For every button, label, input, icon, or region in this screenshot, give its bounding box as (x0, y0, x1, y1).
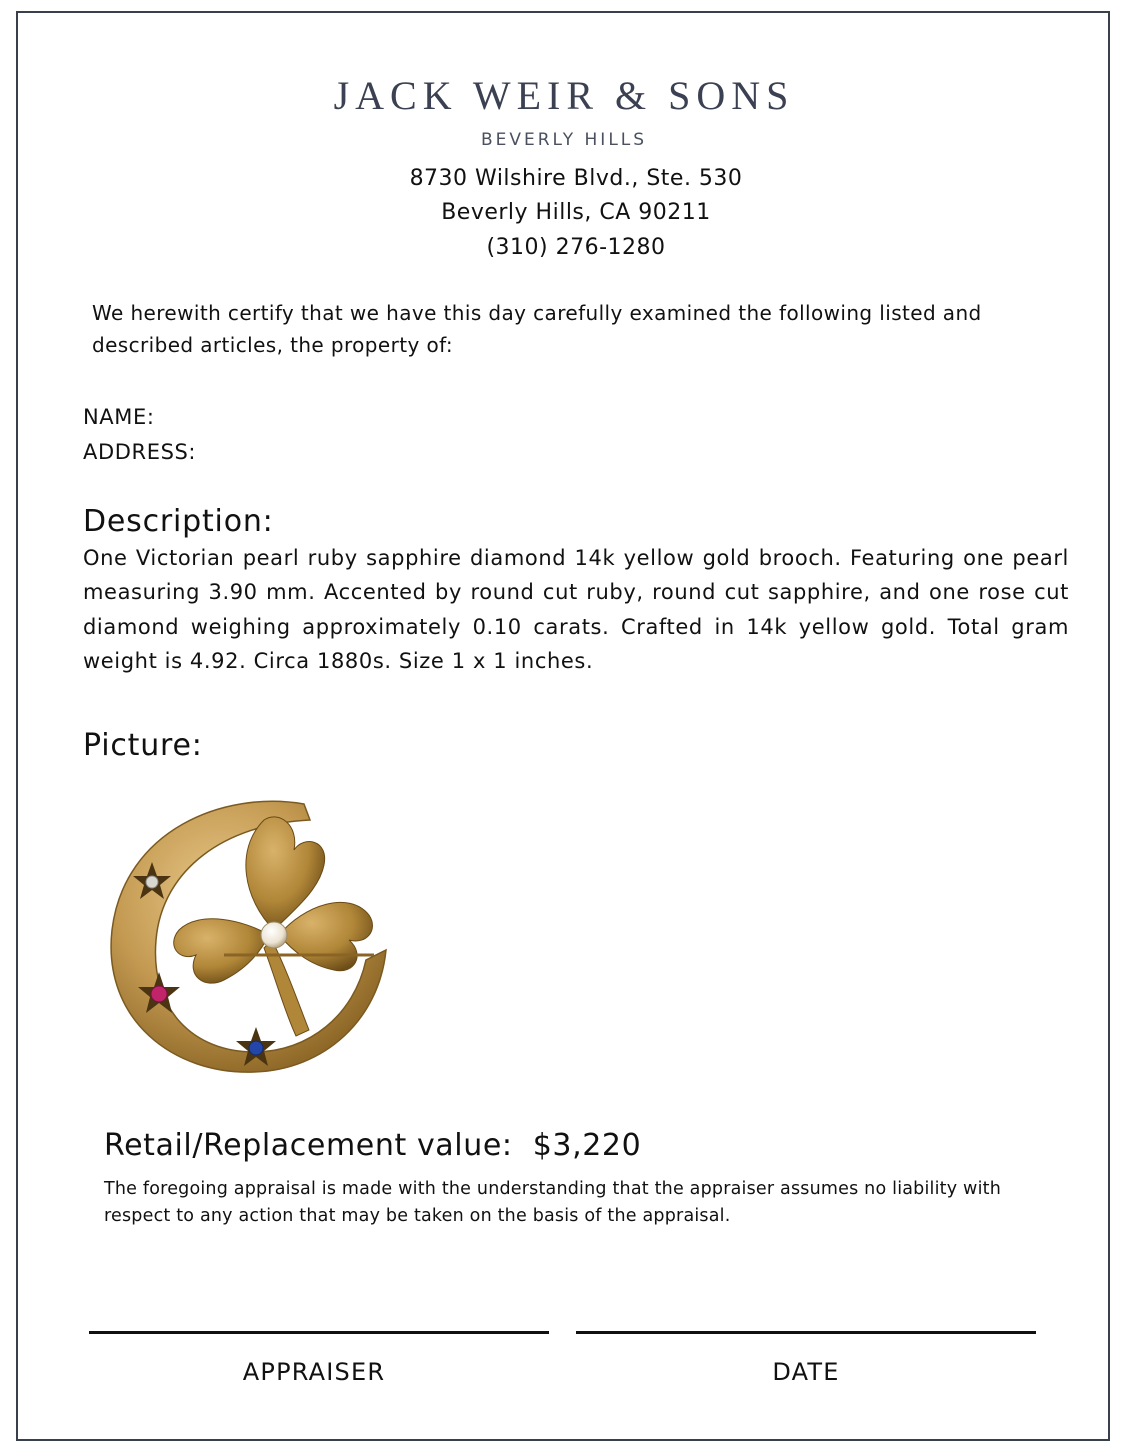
retail-value-label: Retail/Replacement value: (104, 1128, 513, 1163)
appraiser-label: APPRAISER (242, 1358, 386, 1386)
pearl-icon (261, 922, 287, 948)
address-label: ADDRESS: (83, 440, 197, 464)
phone-number: (310) 276-1280 (486, 235, 666, 260)
disclaimer-text: The foregoing appraisal is made with the understanding that the appraiser assumes no liability with respect to any action that may be taken on the basis of the appraisal. (104, 1179, 1001, 1226)
retail-value-row (104, 1128, 641, 1163)
crescent-clover-brooch-image (104, 790, 396, 1082)
certification-text: We herewith certify that we have this day carefully examined the following listed and described articles, the property of: (92, 301, 982, 357)
picture-title: Picture: (83, 728, 203, 763)
date-label: DATE (772, 1358, 840, 1386)
address-line-2: Beverly Hills, CA 90211 (441, 200, 711, 225)
clover-leaf-left (174, 919, 269, 983)
name-label: NAME: (83, 405, 155, 429)
brand-name: JACK WEIR & SONS (333, 73, 795, 118)
appraiser-signature-line (89, 1331, 549, 1334)
brand-subtitle: BEVERLY HILLS (480, 130, 648, 150)
date-signature-line (576, 1331, 1036, 1334)
description-text: One Victorian pearl ruby sapphire diamond 14k yellow gold brooch. Featuring one pearl measuring 3.90 mm. Accented by round cut ruby, round cut sapphire, and one rose cut diamond weighing approximately 0.10 carats. Crafted in 14k yellow gold. Total gram weight is 4.92. Circa 1880s. Size 1 x 1 inches. (83, 546, 1069, 674)
brooch-picture (104, 790, 396, 1082)
address-line-1: 8730 Wilshire Blvd., Ste. 530 (409, 166, 743, 191)
description-title: Description: (83, 504, 274, 539)
clover-leaf-right (279, 902, 372, 970)
retail-value-amount: $3,220 (532, 1128, 642, 1163)
